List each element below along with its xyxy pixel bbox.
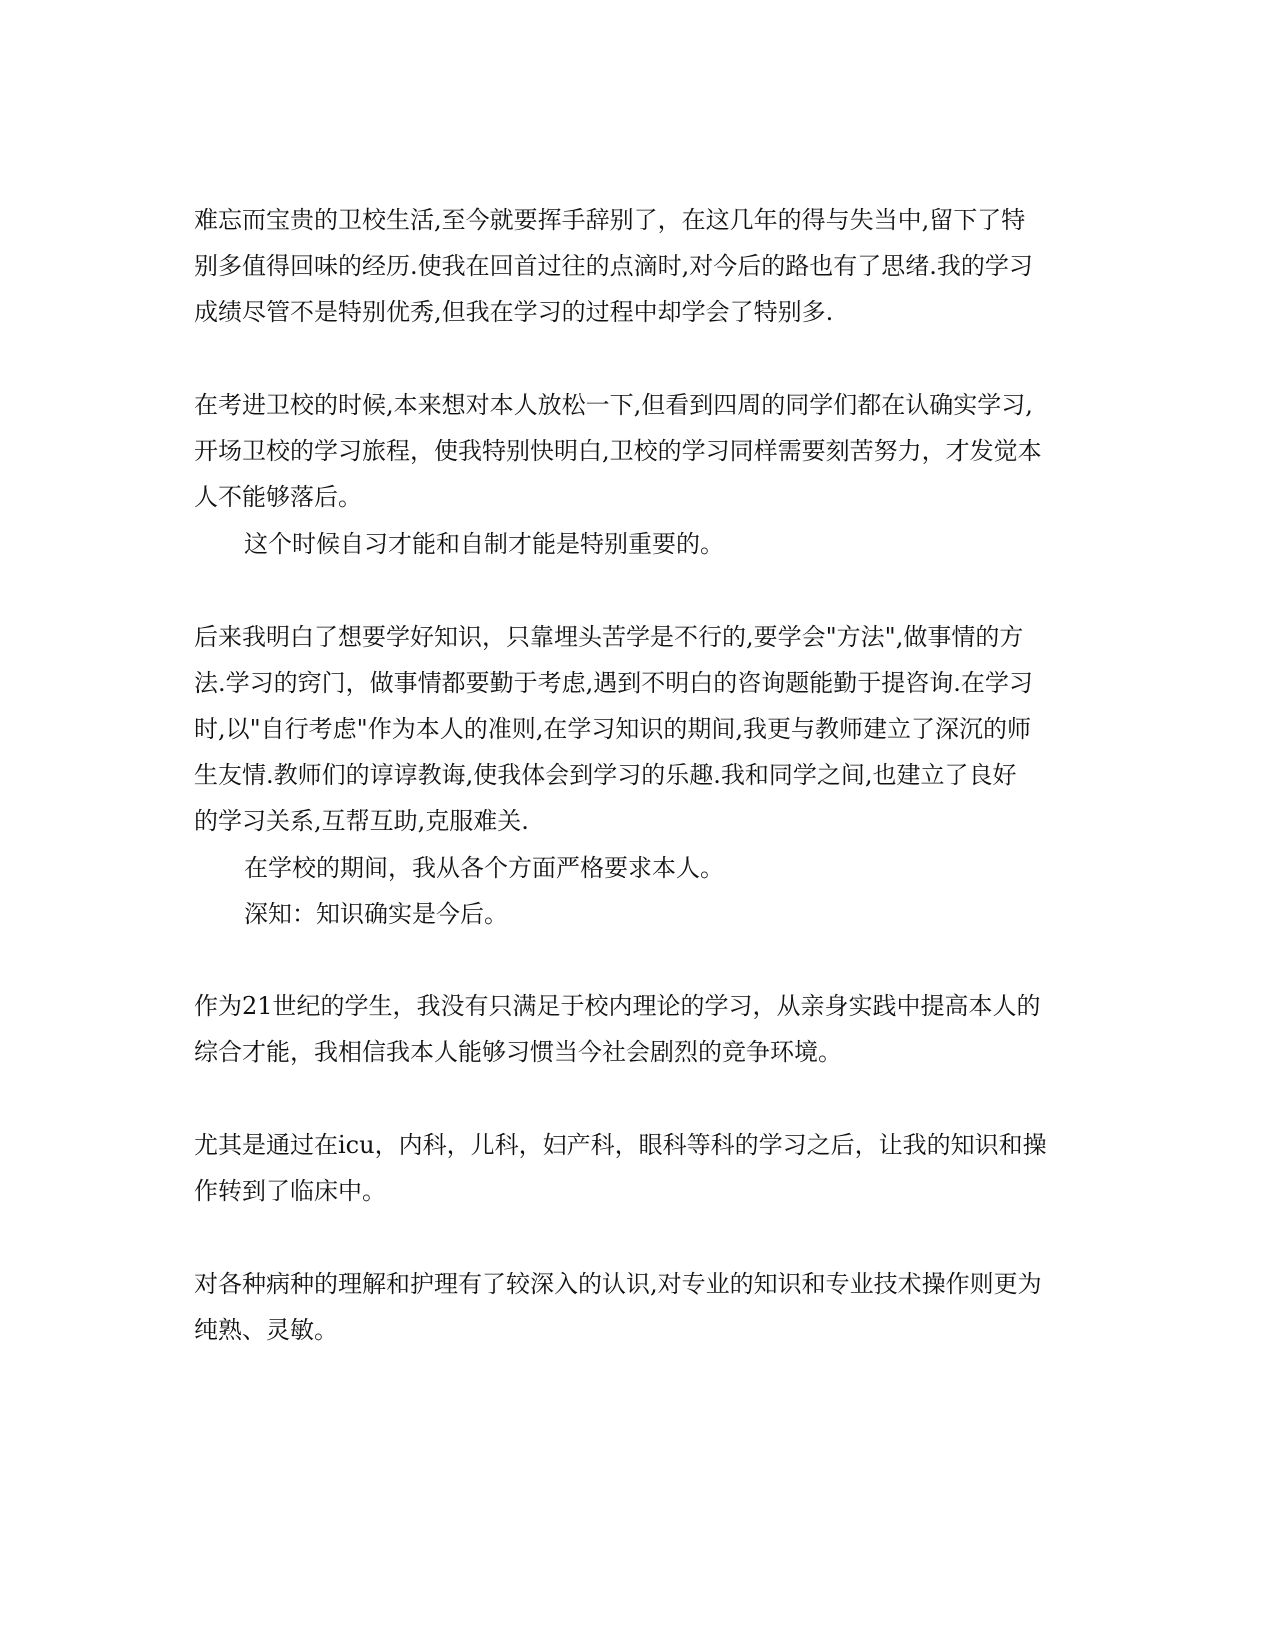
paragraph-2-line-3: 人不能够落后。 bbox=[194, 483, 362, 511]
paragraph-1-line-2: 别多值得回味的经历.使我在回首过往的点滴时,对今后的路也有了思绪.我的学习 bbox=[194, 252, 1033, 280]
paragraph-1-line-3: 成绩尽管不是特别优秀,但我在学习的过程中却学会了特别多. bbox=[194, 298, 834, 326]
paragraph-4-line-1: 后来我明白了想要学好知识，只靠埋头苦学是不行的,要学会"方法",做事情的方 bbox=[194, 623, 1024, 651]
paragraph-2-line-2: 开场卫校的学习旅程，使我特别快明白,卫校的学习同样需要刻苦努力，才发觉本 bbox=[194, 437, 1042, 465]
paragraph-2-line-1: 在考进卫校的时候,本来想对本人放松一下,但看到四周的同学们都在认确实学习, bbox=[194, 391, 1033, 419]
paragraph-9-line-1: 对各种病种的理解和护理有了较深入的认识,对专业的知识和专业技术操作则更为 bbox=[194, 1270, 1042, 1298]
paragraph-7-line-2: 综合才能，我相信我本人能够习惯当今社会剧烈的竞争环境。 bbox=[194, 1038, 842, 1066]
paragraph-4-line-2: 法.学习的窍门，做事情都要勤于考虑,遇到不明白的咨询题能勤于提咨询.在学习 bbox=[194, 669, 1033, 697]
paragraph-8-line-1: 尤其是通过在icu，内科，儿科，妇产科，眼科等科的学习之后，让我的知识和操 bbox=[194, 1131, 1047, 1159]
paragraph-8-line-2: 作转到了临床中。 bbox=[194, 1177, 386, 1205]
paragraph-9-line-2: 纯熟、灵敏。 bbox=[194, 1316, 338, 1344]
paragraph-6-line-1: 深知：知识确实是今后。 bbox=[244, 900, 508, 928]
paragraph-3-line-1: 这个时候自习才能和自制才能是特别重要的。 bbox=[244, 530, 724, 558]
paragraph-4-line-4: 生友情.教师们的谆谆教诲,使我体会到学习的乐趣.我和同学之间,也建立了良好 bbox=[194, 761, 1017, 789]
paragraph-4-line-5: 的学习关系,互帮互助,克服难关. bbox=[194, 807, 529, 835]
paragraph-5-line-1: 在学校的期间，我从各个方面严格要求本人。 bbox=[244, 854, 724, 882]
paragraph-7-line-1: 作为21世纪的学生，我没有只满足于校内理论的学习，从亲身实践中提高本人的 bbox=[194, 992, 1041, 1020]
paragraph-4-line-3: 时,以"自行考虑"作为本人的准则,在学习知识的期间,我更与教师建立了深沉的师 bbox=[194, 715, 1031, 743]
paragraph-1-line-1: 难忘而宝贵的卫校生活,至今就要挥手辞别了，在这几年的得与失当中,留下了特 bbox=[194, 206, 1026, 234]
